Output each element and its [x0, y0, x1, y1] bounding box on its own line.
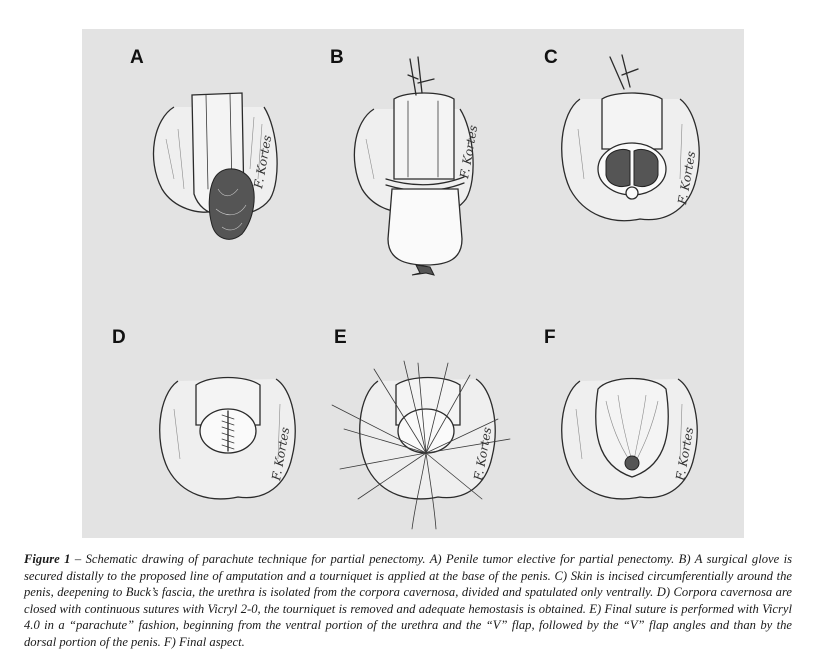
panel-letter-d: D: [112, 327, 126, 348]
panel-letter-a: A: [130, 47, 144, 68]
panel-d-drawing: [112, 327, 295, 499]
panel-letter-c: C: [544, 47, 558, 68]
figure-caption: [24, 551, 792, 651]
panel-f-signature: F. Kortes: [673, 426, 697, 482]
panel-d-signature: F. Kortes: [269, 426, 293, 482]
panel-letter-f: F: [544, 327, 556, 348]
panel-letter-e: E: [334, 327, 347, 348]
caption-label: Figure 1: [24, 552, 71, 566]
panel-a-drawing: [130, 47, 277, 239]
panel-b-drawing: [330, 47, 480, 275]
panel-letter-b: B: [330, 47, 344, 68]
figure-illustration: [82, 29, 744, 538]
panel-a-signature: F. Kortes: [251, 134, 275, 190]
panel-c-drawing: [544, 47, 699, 221]
panel-f-drawing: [544, 327, 697, 499]
panel-e-signature: F. Kortes: [471, 426, 495, 482]
panel-b-signature: F. Kortes: [457, 124, 481, 180]
panel-e-drawing: [332, 327, 510, 529]
panel-c-signature: F. Kortes: [675, 150, 699, 206]
caption-text: – Schematic drawing of parachute technique for partial penectomy. A) Penile tumor elective for partial penectomy. B) A surgical glove is secured distally to the proposed line of amputation and a tourniquet is applied at the base of the penis. C) Skin is incised circumferentially around the penis, deepening to Buck’s fascia, the urethra is isolated from the corpora cavernosa, divided and spatulated only ventrally. D) Corpora cavernosa are closed with continuous sutures with Vicryl 2-0, the tourniquet is removed and adequate hemostasis is obtained. E) Final suture is performed with Vicryl 4.0 in a “parachute” fashion, beginning from the ventral portion of the urethra and the “V” flap, followed by the “V” flap angles and than by the dorsal portion of the penis. F) Final aspect.: [24, 552, 793, 649]
